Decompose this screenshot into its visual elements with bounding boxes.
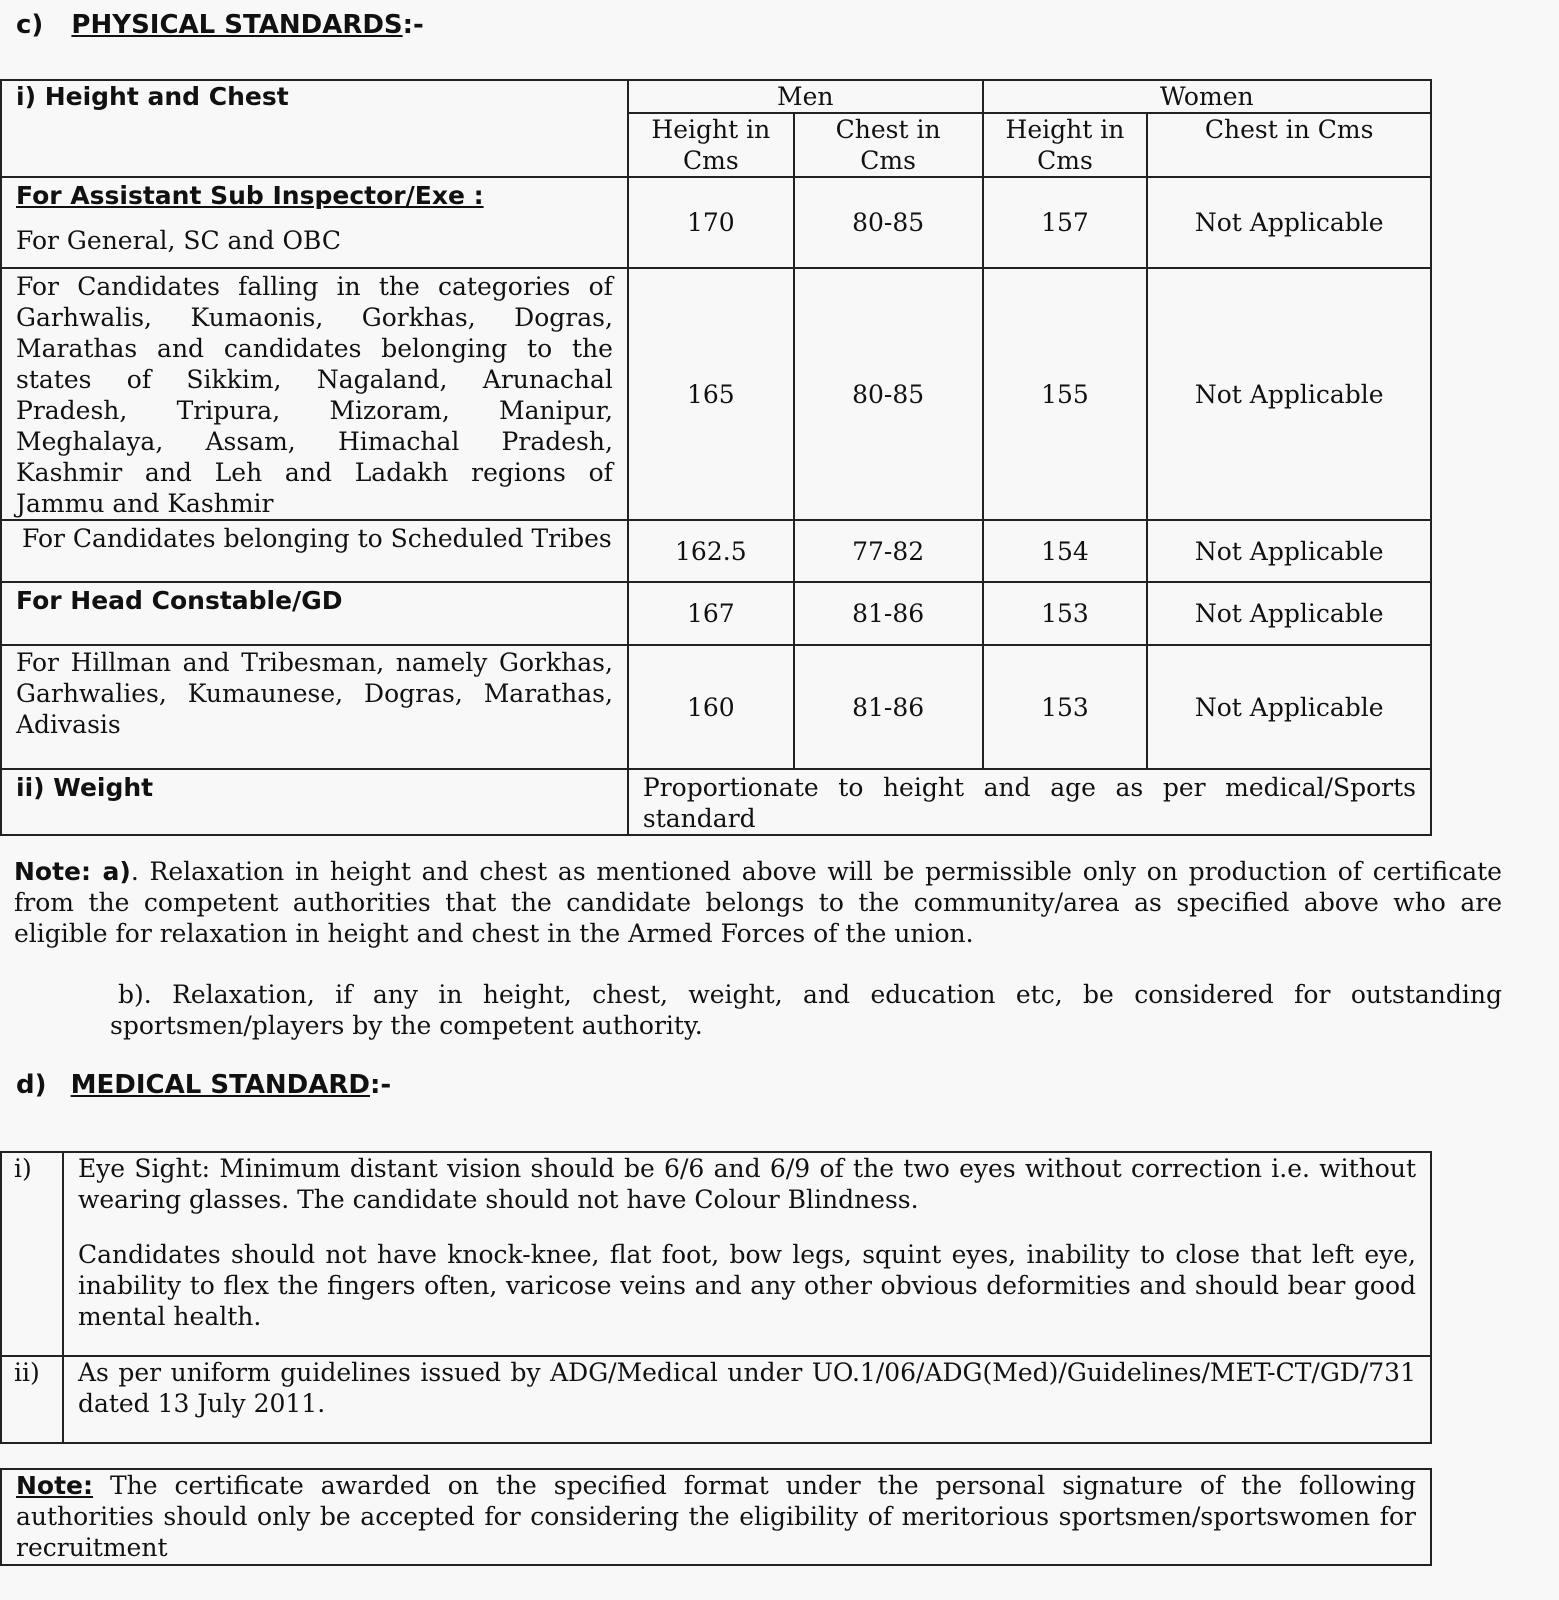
women-chest-value: Not Applicable	[1147, 268, 1431, 520]
eyesight-paragraph: Eye Sight: Minimum distant vision should be 6/6 and 6/9 of the two eyes without correction i.e. without wearing glasses. The candidate should not have Colour Blindness.	[77, 1154, 1416, 1214]
section-d-title: MEDICAL STANDARD	[70, 1070, 370, 1100]
men-height-value: 160	[628, 645, 794, 769]
note-a-lead: Note: a)	[14, 857, 131, 886]
women-chest-value: Not Applicable	[1147, 582, 1431, 645]
medical-standards-table	[0, 1151, 1432, 1444]
row-label: For General, SC and OBC	[16, 226, 341, 255]
section-c-title: PHYSICAL STANDARDS	[71, 10, 403, 40]
women-chest-header: Chest in Cms	[1147, 113, 1431, 177]
women-height-header: Height in Cms	[983, 113, 1148, 177]
women-height-value: 155	[983, 268, 1148, 520]
row-content	[63, 1152, 1431, 1356]
men-height-value: 165	[628, 268, 794, 520]
men-chest-value: 81-86	[794, 645, 983, 769]
table-row	[1, 177, 1431, 268]
deformities-paragraph: Candidates should not have knock-knee, flat foot, bow legs, squint eyes, inability to close that left eye, inability to flex the fingers often, varicose veins and any other obvious deformities and should bear good mental health.	[77, 1240, 1416, 1331]
table-row	[1, 1152, 1431, 1356]
section-c-heading	[16, 10, 424, 41]
asi-heading: For Assistant Sub Inspector/Exe :	[16, 181, 484, 210]
table-row	[1, 645, 1431, 769]
row-number: i)	[1, 1152, 63, 1356]
women-height-value: 157	[983, 177, 1148, 268]
women-chest-value: Not Applicable	[1147, 645, 1431, 769]
women-chest-value: Not Applicable	[1147, 520, 1431, 582]
note-b: b). Relaxation, if any in height, chest, weight, and education etc, be considered for outstanding sportsmen/players by the competent authority.	[110, 980, 1502, 1040]
men-chest-value: 80-85	[794, 268, 983, 520]
row-label-cell	[1, 177, 628, 268]
height-chest-heading: i) Height and Chest	[16, 82, 289, 111]
table-row	[1, 268, 1431, 520]
guidelines-paragraph: As per uniform guidelines issued by ADG/Medical under UO.1/06/ADG(Med)/Guidelines/MET-CT/GD/731 dated 13 July 2011.	[77, 1358, 1416, 1418]
section-d-heading	[16, 1070, 391, 1101]
row-label: For Hillman and Tribesman, namely Gorkhas, Garhwalies, Kumaunese, Dogras, Marathas, Adivasis	[1, 645, 628, 769]
final-note-lead: Note:	[16, 1471, 94, 1500]
weight-label: ii) Weight	[1, 769, 628, 835]
table-row	[1, 582, 1431, 645]
table-corner-cell	[1, 80, 628, 177]
section-d-suffix: :-	[369, 1070, 392, 1100]
note-a	[14, 856, 1502, 949]
final-note-text: The certificate awarded on the specified format under the personal signature of the following authorities should only be accepted for considering the eligibility of meritorious sportsmen/sportswomen for recruitment	[16, 1471, 1416, 1562]
men-chest-value: 81-86	[794, 582, 983, 645]
row-content	[63, 1356, 1431, 1443]
women-chest-value: Not Applicable	[1147, 177, 1431, 268]
women-height-value: 154	[983, 520, 1148, 582]
table-row	[1, 1356, 1431, 1443]
men-header: Men	[628, 80, 983, 113]
men-chest-value: 80-85	[794, 177, 983, 268]
men-height-value: 170	[628, 177, 794, 268]
women-header: Women	[983, 80, 1431, 113]
row-number: ii)	[1, 1356, 63, 1443]
women-height-value: 153	[983, 645, 1148, 769]
row-label: For Head Constable/GD	[1, 582, 628, 645]
section-c-suffix: :-	[402, 10, 424, 40]
men-height-header: Height in Cms	[628, 113, 794, 177]
final-note	[0, 1468, 1432, 1566]
section-d-letter: d)	[16, 1070, 47, 1100]
row-label: For Candidates belonging to Scheduled Tribes	[1, 520, 628, 582]
physical-standards-table	[0, 79, 1432, 836]
men-chest-header: Chest in Cms	[794, 113, 983, 177]
row-label: For Candidates falling in the categories of Garhwalis, Kumaonis, Gorkhas, Dogras, Marathas and candidates belonging to the states of Sikkim, Nagaland, Arunachal Pradesh, Tripura, Mizoram, Manipur, Meghalaya, Assam, Himachal Pradesh, Kashmir and Leh and Ladakh regions of Jammu and Kashmir	[1, 268, 628, 520]
men-height-value: 167	[628, 582, 794, 645]
weight-row	[1, 769, 1431, 835]
note-a-text: . Relaxation in height and chest as mentioned above will be permissible only on production of certificate from the competent authorities that the candidate belongs to the community/area as specified above who are eligible for relaxation in height and chest in the Armed Forces of the union.	[14, 857, 1502, 948]
table-row	[1, 520, 1431, 582]
section-c-letter: c)	[16, 10, 44, 40]
women-height-value: 153	[983, 582, 1148, 645]
men-chest-value: 77-82	[794, 520, 983, 582]
weight-value: Proportionate to height and age as per medical/Sports standard	[628, 769, 1431, 835]
men-height-value: 162.5	[628, 520, 794, 582]
